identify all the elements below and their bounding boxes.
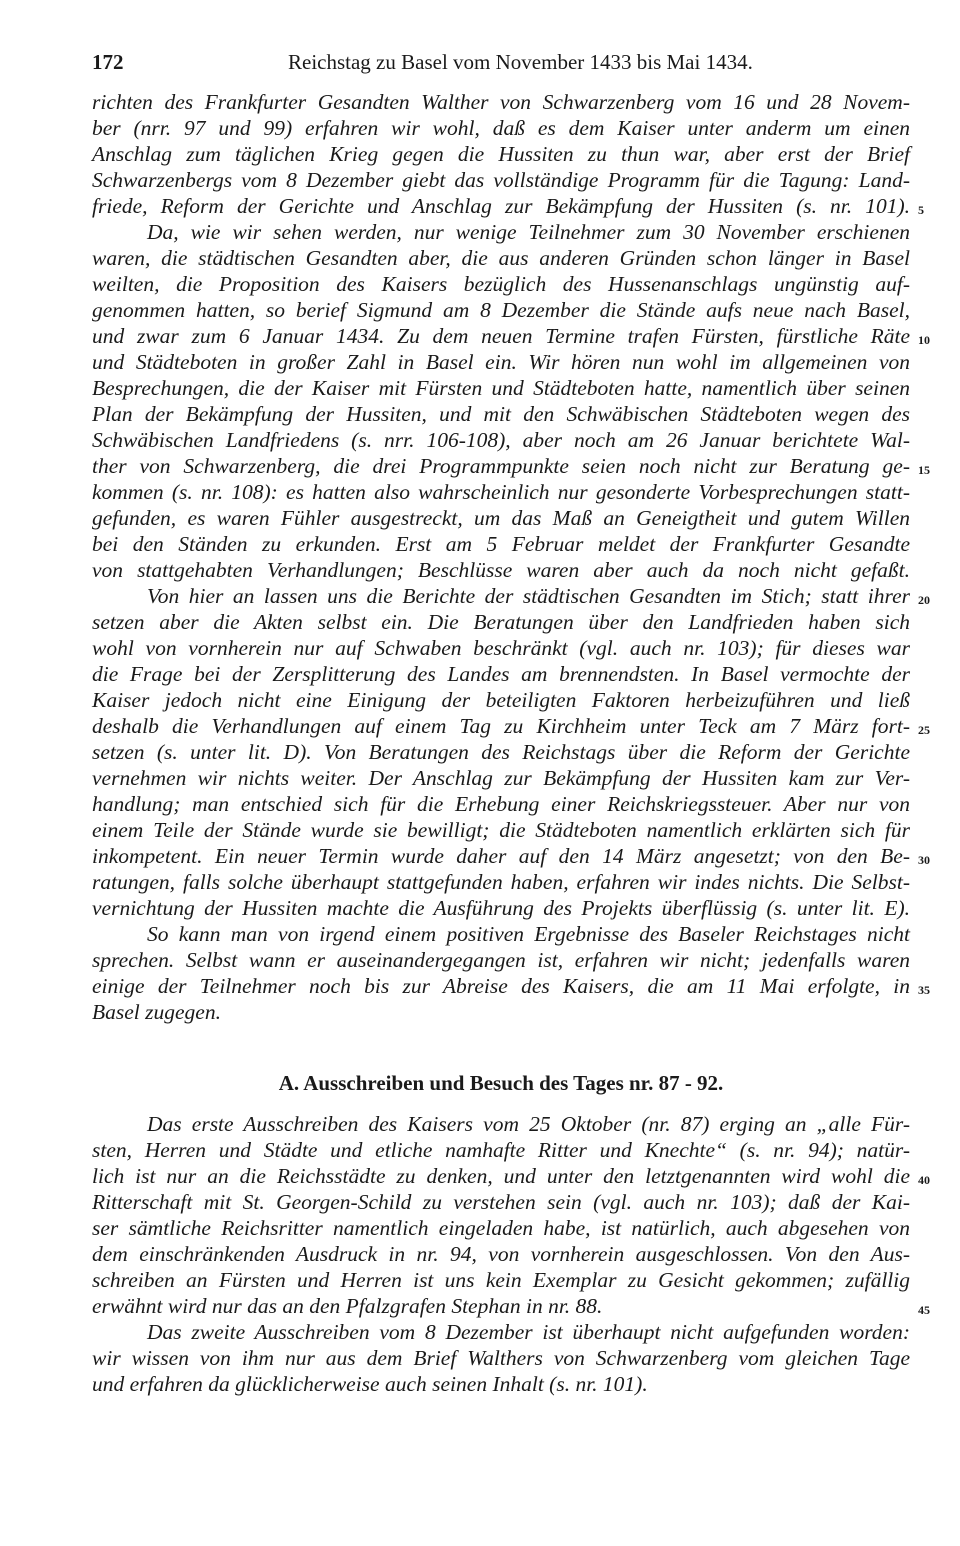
text-line: [92, 219, 910, 245]
line-number: 5: [918, 203, 924, 217]
line-text: Das erste Ausschreiben des Kaisers vom 25 Oktober (nr. 87) erging an „alle Für-: [147, 1112, 910, 1136]
text-line: [92, 583, 930, 609]
text-line: [92, 817, 910, 843]
line-text: Basel zugegen.: [92, 1000, 221, 1024]
text-line: [92, 141, 910, 167]
line-number: 40: [918, 1173, 930, 1187]
line-text: wir wissen von ihm nur aus dem Brief Walthers von Schwarzenberg vom gleichen Tage: [92, 1346, 910, 1370]
text-line: [92, 869, 910, 895]
line-text: sten, Herren und Städte und etliche namhafte Ritter und Knechte“ (s. nr. 94); natür-: [92, 1138, 910, 1162]
text-line: [92, 167, 910, 193]
line-text: bei den Ständen zu erkunden. Erst am 5 Februar meldet der Frankfurter Gesandte: [92, 532, 910, 556]
text-line: [92, 1215, 910, 1241]
line-text: waren, die städtischen Gesandten aber, die aus anderen Gründen schon länger in Basel: [92, 246, 910, 270]
line-text: lich ist nur an die Reichsstädte zu denken, und unter den letztgenannten wird wohl die: [92, 1164, 910, 1188]
line-text: die Frage bei der Zersplitterung des Landes am brennendsten. In Basel vermochte der: [92, 662, 910, 686]
line-text: einige der Teilnehmer noch bis zur Abreise des Kaisers, die am 11 Mai erfolgte, in: [92, 974, 910, 998]
line-number: 10: [918, 333, 930, 347]
text-line: [92, 1241, 910, 1267]
text-line: [92, 271, 910, 297]
line-text: und erfahren da glücklicherweise auch seinen Inhalt (s. nr. 101).: [92, 1372, 648, 1396]
text-line: [92, 973, 930, 999]
text-line: [92, 1111, 910, 1137]
line-text: setzen (s. unter lit. D). Von Beratungen des Reichstags über die Reform der Gerichte: [92, 740, 910, 764]
text-line: [92, 1137, 910, 1163]
line-text: inkompetent. Ein neuer Termin wurde daher auf den 14 März angesetzt; von den Be-: [92, 844, 910, 868]
line-text: handlung; man entschied sich für die Erhebung einer Reichskriegssteuer. Aber nur von: [92, 792, 910, 816]
page-body: [92, 89, 930, 1397]
text-line: [92, 1319, 910, 1345]
text-line: [92, 115, 910, 141]
line-text: Das zweite Ausschreiben vom 8 Dezember ist überhaupt nicht aufgefunden worden:: [147, 1320, 910, 1344]
line-text: Plan der Bekämpfung der Hussiten, und mit den Schwäbischen Städteboten wegen des: [92, 402, 910, 426]
line-text: ber (nrr. 97 und 99) erfahren wir wohl, daß es dem Kaiser unter anderm um einen: [92, 116, 910, 140]
page-number: 172: [92, 50, 124, 74]
text-line: [92, 89, 910, 115]
text-line: [92, 843, 930, 869]
line-text: dem einschränkenden Ausdruck in nr. 94, von vornherein ausgeschlossen. Von den Aus-: [92, 1242, 910, 1266]
section-heading: A. Ausschreiben und Besuch des Tages nr. 87 - 92.: [278, 1071, 724, 1095]
text-line: [92, 687, 910, 713]
line-number: 45: [918, 1303, 930, 1317]
text-line: [92, 349, 910, 375]
text-line: [92, 765, 910, 791]
line-text: Da, wie wir sehen werden, nur wenige Teilnehmer zum 30 November erschienen: [147, 220, 910, 244]
line-text: Von hier an lassen uns die Berichte der städtischen Gesandten im Stich; statt ihrer: [147, 584, 910, 608]
text-line: [92, 713, 930, 739]
text-line: [92, 999, 910, 1025]
line-text: gefunden, es waren Fühler ausgestreckt, um das Maß an Geneigtheit und gutem Willen: [92, 506, 910, 530]
line-text: ser sämtliche Reichsritter namentlich eingeladen habe, ist natürlich, auch abgesehen von: [92, 1216, 910, 1240]
heading-gap: [92, 1101, 910, 1111]
text-line: [92, 245, 910, 271]
line-number: 30: [918, 853, 930, 867]
text-line: [92, 1163, 930, 1189]
text-line: [92, 609, 910, 635]
line-text: ratungen, falls solche überhaupt stattgefunden haben, erfahren wir indes nichts. Die Selbst-: [92, 870, 910, 894]
line-text: Ritterschaft mit St. Georgen-Schild zu verstehen sein (vgl. auch nr. 103); daß der Kai-: [92, 1190, 910, 1214]
text-line: [92, 947, 910, 973]
text-line: [92, 1345, 910, 1371]
text-line: [92, 1371, 910, 1397]
running-title: Reichstag zu Basel vom November 1433 bis Mai 1434.: [288, 50, 753, 74]
line-text: richten des Frankfurter Gesandten Walther von Schwarzenberg vom 16 und 28 Novem-: [92, 90, 910, 114]
line-text: wohl von vornherein nur auf Schwaben beschränkt (vgl. auch nr. 103); für dieses war: [92, 636, 910, 660]
page-header: [92, 50, 910, 78]
text-line: [92, 375, 910, 401]
line-number: 20: [918, 593, 930, 607]
line-number: 15: [918, 463, 930, 477]
line-text: setzen aber die Akten selbst ein. Die Beratungen über den Landfrieden haben sich: [92, 610, 910, 634]
line-text: Schwäbischen Landfriedens (s. nrr. 106-108), aber noch am 26 Januar berichtete Wal-: [92, 428, 910, 452]
line-text: erwähnt wird nur das an den Pfalzgrafen Stephan in nr. 88.: [92, 1294, 603, 1318]
line-text: genommen hatten, so berief Sigmund am 8 Dezember die Stände aufs neue nach Basel,: [92, 298, 910, 322]
text-line: [92, 531, 910, 557]
line-text: einem Teile der Stände wurde sie bewilligt; die Städteboten namentlich erklärten sich für: [92, 818, 910, 842]
line-text: und Städteboten in großer Zahl in Basel ein. Wir hören nun wohl im allgemeinen von: [92, 350, 910, 374]
section-gap: [92, 1025, 910, 1065]
line-text: Schwarzenbergs vom 8 Dezember giebt das vollständige Programm für die Tagung: Land-: [92, 168, 910, 192]
text-line: [92, 479, 910, 505]
line-text: ther von Schwarzenberg, die drei Programmpunkte seien noch nicht zur Beratung ge-: [92, 454, 910, 478]
line-text: vernichtung der Hussiten machte die Ausführung des Projekts überflüssig (s. unter lit. E).: [92, 896, 910, 920]
text-line: [92, 297, 910, 323]
line-number: 25: [918, 723, 930, 737]
text-line: [92, 323, 930, 349]
line-text: sprechen. Selbst wann er auseinandergegangen ist, erfahren wir nicht; jedenfalls waren: [92, 948, 910, 972]
text-line: [92, 895, 910, 921]
line-text: kommen (s. nr. 108): es hatten also wahrscheinlich nur gesonderte Vorbesprechungen statt-: [92, 480, 910, 504]
text-line: [92, 635, 910, 661]
text-line: [92, 557, 910, 583]
line-text: Besprechungen, die der Kaiser mit Fürsten und Städteboten hatte, namentlich über seinen: [92, 376, 910, 400]
line-text: schreiben an Fürsten und Herren ist uns kein Exemplar zu Gesicht gekommen; zufällig: [92, 1268, 910, 1292]
text-line: [92, 453, 930, 479]
text-line: [92, 427, 910, 453]
text-line: [92, 401, 910, 427]
text-line: [92, 791, 910, 817]
line-text: So kann man von irgend einem positiven Ergebnisse des Baseler Reichstages nicht: [147, 922, 910, 946]
line-text: Anschlag zum täglichen Krieg gegen die Hussiten zu thun war, aber erst der Brief: [92, 142, 910, 166]
line-text: friede, Reform der Gerichte und Anschlag zur Bekämpfung der Hussiten (s. nr. 101).: [92, 194, 910, 218]
text-line: [92, 505, 910, 531]
text-line: [92, 1293, 930, 1319]
line-text: deshalb die Verhandlungen auf einem Tag zu Kirchheim unter Teck am 7 März fort-: [92, 714, 910, 738]
text-line: [92, 193, 924, 219]
text-line: [92, 1267, 910, 1293]
text-line: [92, 739, 910, 765]
text-line: [92, 921, 910, 947]
text-line: [92, 1189, 910, 1215]
line-text: von stattgehabten Verhandlungen; Beschlüsse waren aber auch da noch nicht gefaßt.: [92, 558, 910, 582]
text-line: [92, 661, 910, 687]
line-text: weilten, die Proposition des Kaisers bezüglich des Hussenanschlags ungünstig auf-: [92, 272, 910, 296]
line-text: vernehmen wir nichts weiter. Der Anschlag zur Bekämpfung der Hussiten kam zur Ver-: [92, 766, 910, 790]
line-text: Kaiser jedoch nicht eine Einigung der beteiligten Faktoren herbeizuführen und ließ: [92, 688, 910, 712]
line-number: 35: [918, 983, 930, 997]
line-text: und zwar zum 6 Januar 1434. Zu dem neuen Termine trafen Fürsten, fürstliche Räte: [92, 324, 910, 348]
